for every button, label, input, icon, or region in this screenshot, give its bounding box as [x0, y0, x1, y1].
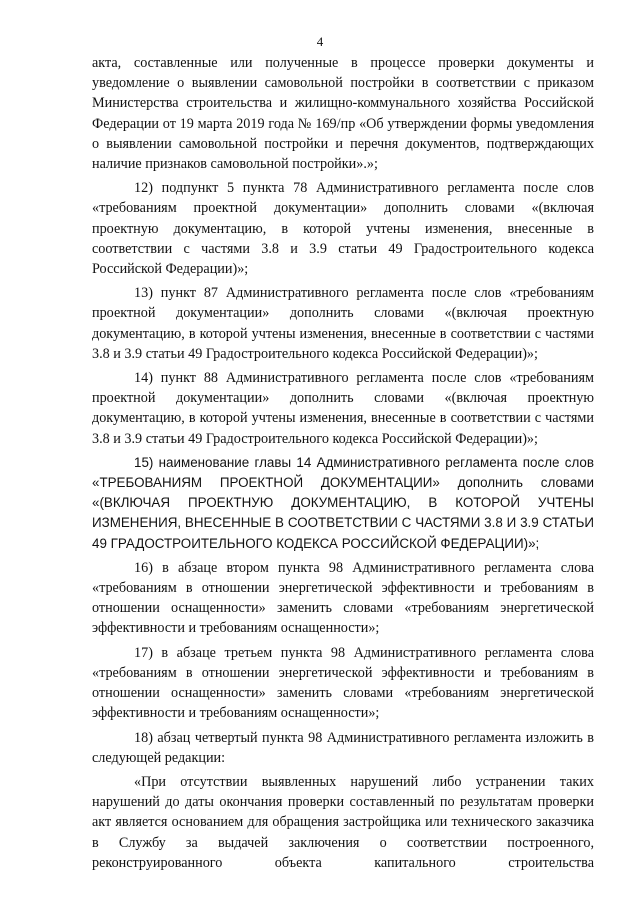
paragraph-item-15: 15) наименование главы 14 Административного регламента после слов «ТРЕБОВАНИЯМ ПРОЕКТНОЙ ДОКУМЕНТАЦИИ» дополнить словами «(ВКЛЮЧАЯ ПРОЕКТНУЮ ДОКУМЕНТАЦИЮ, В КОТОРОЙ УЧТЕНЫ ИЗМЕНЕНИЯ, ВНЕСЕННЫЕ В СООТВЕТСТВИИ С ЧАСТЯМИ 3.8 И 3.9 СТАТЬИ 49 ГРАДОСТРОИТЕЛЬНОГО КОДЕКСА РОССИЙСКОЙ ФЕДЕРАЦИИ)»; — [92, 454, 594, 551]
paragraph-item-12: 12) подпункт 5 пункта 78 Административного регламента после слов «требованиям проектной документации» дополнить словами «(включая проектную документацию, в которой учтены изменения, внесенные в соответствии с частями 3.8 и 3.9 статьи 49 Градостроительного кодекса Российской Федерации)»; — [92, 180, 594, 278]
paragraph-quoted-text: «При отсутствии выявленных нарушений либо устранении таких нарушений до даты окончания проверки составленный по результатам проверки акт является основанием для обращения застройщика или технического заказчика в Службу за выдачей заключения о соответствии построенного, реконструированного объекта капитального строительства — [92, 773, 594, 871]
page-number: 4 — [316, 34, 324, 49]
paragraph-item-17: 17) в абзаце третьем пункта 98 Административного регламента слова «требованиям в отношении энергетической эффективности и требованиям в отношении оснащенности» заменить словами «требованиям энергетической эффективности и требованиям оснащенности»; — [92, 644, 594, 722]
paragraph-item-16: 16) в абзаце втором пункта 98 Административного регламента слова «требованиям в отношении энергетической эффективности и требованиям в отношении оснащенности» заменить словами «требованиям энергетической эффективности и требованиям оснащенности»; — [92, 559, 594, 637]
paragraph-item-13: 13) пункт 87 Административного регламента после слов «требованиям проектной документации» дополнить словами «(включая проектную документацию, в которой учтены изменения, внесенные в соответствии с частями 3.8 и 3.9 статьи 49 Градостроительного кодекса Российской Федерации)»; — [92, 285, 594, 362]
paragraph-item-14: 14) пункт 88 Административного регламента после слов «требованиям проектной документации» дополнить словами «(включая проектную документацию, в которой учтены изменения, внесенные в соответствии с частями 3.8 и 3.9 статьи 49 Градостроительного кодекса Российской Федерации)»; — [92, 370, 594, 447]
paragraph-item-18: 18) абзац четвертый пункта 98 Административного регламента изложить в следующей редакции: — [92, 729, 594, 766]
paragraph-continuation: акта, составленные или полученные в процессе проверки документы и уведомление о выявлении самовольной постройки в соответствии с приказом Министерства строительства и жилищно-коммунального хозяйства Российской Федерации от 19 марта 2019 года № 169/пр «Об утверждении формы уведомления о выявлении самовольной постройки и перечня документов, подтверждающих наличие признаков самовольной постройки».»; — [92, 55, 594, 173]
document-body — [92, 53, 594, 877]
